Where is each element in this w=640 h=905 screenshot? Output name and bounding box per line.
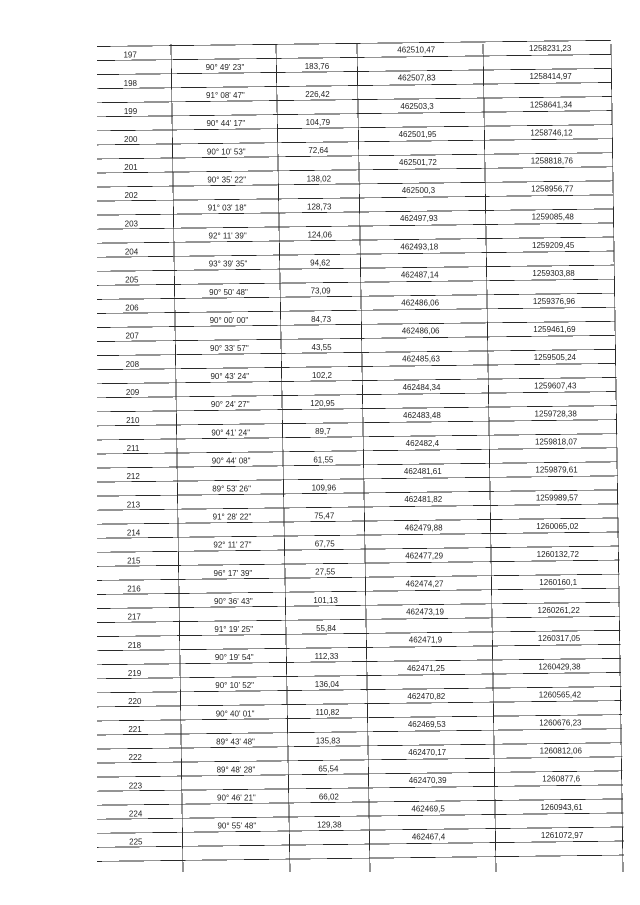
point-number: 222 bbox=[128, 753, 142, 763]
point-number: 200 bbox=[124, 134, 138, 144]
point-number: 209 bbox=[125, 387, 140, 397]
coordinate-y: 1259989,57 bbox=[535, 493, 579, 503]
angle-value: 90° 50' 48" bbox=[209, 287, 248, 297]
coordinate-y: 1259303,88 bbox=[532, 268, 575, 278]
length-value: 183,76 bbox=[304, 61, 330, 71]
coordinate-y: 1260812,06 bbox=[539, 746, 582, 756]
coordinate-x: 462497,93 bbox=[399, 214, 438, 224]
coordinate-x: 462501,72 bbox=[399, 157, 437, 167]
row-rule bbox=[97, 729, 622, 735]
coordinate-y: 1259607,43 bbox=[534, 381, 577, 391]
angle-value: 90° 24' 27" bbox=[210, 400, 250, 410]
angle-value: 90° 40' 01" bbox=[215, 709, 255, 719]
row-rule bbox=[97, 701, 622, 707]
length-value: 129,38 bbox=[317, 820, 342, 830]
length-value: 94,62 bbox=[310, 258, 331, 268]
length-value: 66,02 bbox=[318, 792, 339, 802]
row-rule bbox=[97, 195, 613, 201]
length-value: 102,2 bbox=[311, 371, 333, 381]
length-value: 75,47 bbox=[314, 511, 335, 521]
coordinate-x: 462507,83 bbox=[397, 73, 436, 83]
length-value: 84,73 bbox=[311, 314, 332, 324]
row-rule bbox=[97, 644, 621, 650]
angle-value: 90° 19' 54" bbox=[214, 653, 254, 663]
coordinate-x: 462469,53 bbox=[407, 719, 446, 729]
coordinate-y: 1260877,6 bbox=[542, 774, 581, 784]
point-number: 220 bbox=[128, 696, 142, 706]
angle-value: 90° 10' 52" bbox=[215, 681, 255, 691]
coordinate-y: 1258956,77 bbox=[531, 184, 574, 194]
coordinate-y: 1261072,97 bbox=[540, 830, 584, 840]
coordinate-x: 462485,63 bbox=[402, 354, 440, 364]
row-rule bbox=[97, 616, 620, 622]
coordinate-x: 462470,17 bbox=[408, 748, 447, 758]
row-rule bbox=[97, 167, 613, 173]
coordinate-y: 1259209,45 bbox=[532, 240, 575, 250]
point-number: 219 bbox=[127, 668, 142, 678]
coordinate-x: 462503,3 bbox=[400, 101, 434, 111]
coordinate-y: 1260565,42 bbox=[538, 690, 582, 700]
coordinate-x: 462484,34 bbox=[402, 382, 441, 392]
row-rule bbox=[97, 532, 619, 538]
row-rule bbox=[97, 335, 616, 341]
coordinate-x: 462486,06 bbox=[401, 326, 440, 336]
row-rule bbox=[97, 420, 617, 426]
length-value: 120,95 bbox=[310, 399, 335, 409]
point-number: 201 bbox=[124, 163, 138, 173]
angle-value: 90° 49' 23" bbox=[205, 63, 245, 73]
coordinate-y: 1259461,69 bbox=[533, 325, 576, 335]
row-rule bbox=[97, 757, 622, 763]
point-number: 205 bbox=[125, 275, 139, 285]
row-rule bbox=[97, 855, 624, 861]
coordinate-x: 462479,88 bbox=[404, 523, 443, 533]
table-cells bbox=[123, 44, 583, 846]
row-rule bbox=[97, 813, 623, 819]
angle-value: 90° 36' 43" bbox=[213, 596, 253, 606]
length-value: 104,79 bbox=[305, 118, 331, 128]
angle-value: 91° 19' 25" bbox=[214, 625, 254, 635]
length-value: 55,84 bbox=[316, 623, 337, 633]
coordinate-x: 462483,48 bbox=[403, 410, 441, 420]
coordinate-x: 462477,29 bbox=[405, 551, 444, 561]
row-rule bbox=[97, 588, 620, 594]
coordinate-x: 462481,82 bbox=[404, 495, 443, 505]
column-rule bbox=[276, 44, 290, 872]
angle-value: 90° 44' 17" bbox=[206, 119, 246, 129]
coordinate-y: 1259085,48 bbox=[531, 212, 574, 222]
coordinate-y: 1260160,1 bbox=[539, 578, 578, 588]
angle-value: 89° 53' 26" bbox=[212, 484, 251, 494]
angle-value: 91° 03' 18" bbox=[207, 203, 247, 213]
length-value: 101,13 bbox=[313, 595, 338, 605]
point-number: 223 bbox=[128, 781, 143, 791]
row-rule bbox=[97, 504, 618, 510]
angle-value: 90° 43' 24" bbox=[210, 372, 250, 382]
point-number: 203 bbox=[124, 219, 139, 229]
column-rule bbox=[611, 44, 623, 872]
point-number: 204 bbox=[124, 247, 139, 257]
coordinate-x: 462487,14 bbox=[400, 270, 439, 280]
coordinate-x: 462510,47 bbox=[397, 45, 436, 55]
length-value: 65,54 bbox=[318, 764, 339, 774]
coordinate-x: 462469,5 bbox=[411, 804, 445, 814]
length-value: 138,02 bbox=[306, 174, 332, 184]
row-rule bbox=[97, 560, 619, 566]
length-value: 73,09 bbox=[310, 286, 331, 296]
point-number: 217 bbox=[127, 612, 141, 622]
coordinate-y: 1260317,05 bbox=[537, 634, 581, 644]
row-rule bbox=[97, 223, 614, 229]
point-number: 208 bbox=[125, 359, 140, 369]
point-number: 214 bbox=[126, 528, 141, 538]
coordinate-y: 1258641,34 bbox=[529, 100, 573, 110]
angle-value: 92° 11' 39" bbox=[208, 231, 247, 241]
angle-value: 90° 35' 22" bbox=[207, 175, 247, 185]
coordinate-x: 462474,27 bbox=[405, 579, 444, 589]
length-value: 226,42 bbox=[305, 90, 330, 100]
point-number: 198 bbox=[123, 78, 138, 88]
point-number: 211 bbox=[126, 444, 140, 454]
length-value: 135,83 bbox=[315, 736, 341, 746]
coordinate-y: 1258231,23 bbox=[529, 44, 572, 54]
coordinate-x: 462471,9 bbox=[408, 635, 443, 645]
coordinate-x: 462482,4 bbox=[405, 438, 440, 448]
length-value: 109,96 bbox=[311, 483, 337, 493]
point-number: 215 bbox=[127, 556, 141, 566]
coordinate-x: 462467,4 bbox=[411, 832, 446, 842]
coordinate-y: 1258746,12 bbox=[530, 128, 573, 138]
angle-value: 91° 28' 22" bbox=[212, 512, 252, 522]
row-rule bbox=[97, 672, 621, 678]
angle-value: 91° 08' 47" bbox=[206, 91, 245, 101]
point-number: 210 bbox=[126, 415, 140, 425]
row-rule bbox=[97, 251, 614, 257]
coordinate-y: 1260429,38 bbox=[538, 662, 581, 672]
length-value: 124,06 bbox=[307, 230, 332, 240]
coordinate-x: 462486,06 bbox=[401, 298, 440, 308]
coordinate-x: 462470,39 bbox=[408, 776, 447, 786]
point-number: 212 bbox=[126, 472, 140, 482]
point-number: 221 bbox=[128, 725, 142, 735]
row-rule bbox=[97, 363, 616, 369]
length-value: 89,7 bbox=[315, 427, 331, 437]
coordinate-y: 1259818,07 bbox=[534, 437, 578, 447]
length-value: 112,33 bbox=[314, 652, 339, 662]
row-rule bbox=[97, 82, 612, 88]
row-rule bbox=[97, 448, 618, 454]
point-number: 224 bbox=[128, 809, 143, 819]
row-rule bbox=[97, 841, 624, 847]
coordinate-y: 1260261,22 bbox=[537, 606, 580, 616]
angle-value: 93° 39' 35" bbox=[208, 259, 248, 269]
coordinate-y: 1258818,76 bbox=[530, 156, 574, 166]
angle-value: 90° 46' 21" bbox=[217, 793, 256, 803]
row-rule bbox=[97, 476, 618, 482]
point-number: 213 bbox=[126, 500, 141, 510]
coordinate-x: 462473,19 bbox=[406, 607, 444, 617]
point-number: 218 bbox=[127, 640, 142, 650]
length-value: 43,55 bbox=[311, 342, 332, 352]
coordinate-y: 1259376,96 bbox=[532, 297, 576, 307]
coordinate-y: 1258414,97 bbox=[529, 72, 572, 82]
coordinate-y: 1260676,23 bbox=[539, 718, 582, 728]
coordinate-y: 1260943,61 bbox=[540, 802, 583, 812]
coordinate-x: 462501,95 bbox=[398, 129, 437, 139]
point-number: 197 bbox=[123, 50, 137, 60]
coordinate-y: 1260132,72 bbox=[536, 549, 579, 559]
length-value: 110,82 bbox=[315, 708, 340, 718]
point-number: 225 bbox=[129, 837, 143, 847]
row-rule bbox=[97, 392, 617, 398]
angle-value: 90° 44' 08" bbox=[211, 456, 251, 466]
coordinate-x: 462470,82 bbox=[407, 691, 446, 701]
length-value: 128,73 bbox=[307, 202, 332, 212]
length-value: 136,04 bbox=[314, 680, 340, 690]
length-value: 67,75 bbox=[314, 539, 335, 549]
length-value: 27,55 bbox=[315, 567, 336, 577]
row-rule bbox=[97, 139, 613, 145]
angle-value: 89° 48' 28" bbox=[216, 765, 256, 775]
point-number: 206 bbox=[125, 303, 139, 313]
angle-value: 90° 41' 24" bbox=[211, 428, 251, 438]
angle-value: 90° 55' 48" bbox=[217, 821, 257, 831]
length-value: 61,55 bbox=[313, 455, 334, 465]
row-rule bbox=[97, 111, 612, 117]
coordinate-x: 462493,18 bbox=[400, 242, 439, 252]
row-rule bbox=[97, 785, 623, 791]
coordinate-y: 1260065,02 bbox=[536, 521, 579, 531]
point-number: 207 bbox=[125, 331, 139, 341]
coordinate-y: 1259728,38 bbox=[534, 409, 577, 419]
point-number: 216 bbox=[127, 584, 141, 594]
coordinate-y: 1259879,61 bbox=[535, 465, 578, 475]
angle-value: 96° 17' 39" bbox=[213, 568, 253, 578]
angle-value: 90° 10' 53" bbox=[206, 147, 246, 157]
angle-value: 90° 33' 57" bbox=[210, 344, 249, 354]
angle-value: 92° 11' 27" bbox=[213, 540, 252, 550]
length-value: 72,64 bbox=[308, 146, 329, 156]
point-number: 199 bbox=[123, 106, 138, 116]
coordinate-x: 462500,3 bbox=[401, 186, 436, 196]
coordinate-y: 1259505,24 bbox=[533, 353, 576, 363]
angle-value: 90° 00' 00" bbox=[209, 315, 249, 325]
row-rule bbox=[97, 54, 611, 60]
column-rule bbox=[357, 44, 370, 872]
coordinate-x: 462471,25 bbox=[406, 663, 445, 673]
angle-value: 89° 43' 48" bbox=[216, 737, 255, 747]
point-number: 202 bbox=[124, 191, 138, 201]
coordinate-x: 462481,61 bbox=[403, 467, 442, 477]
